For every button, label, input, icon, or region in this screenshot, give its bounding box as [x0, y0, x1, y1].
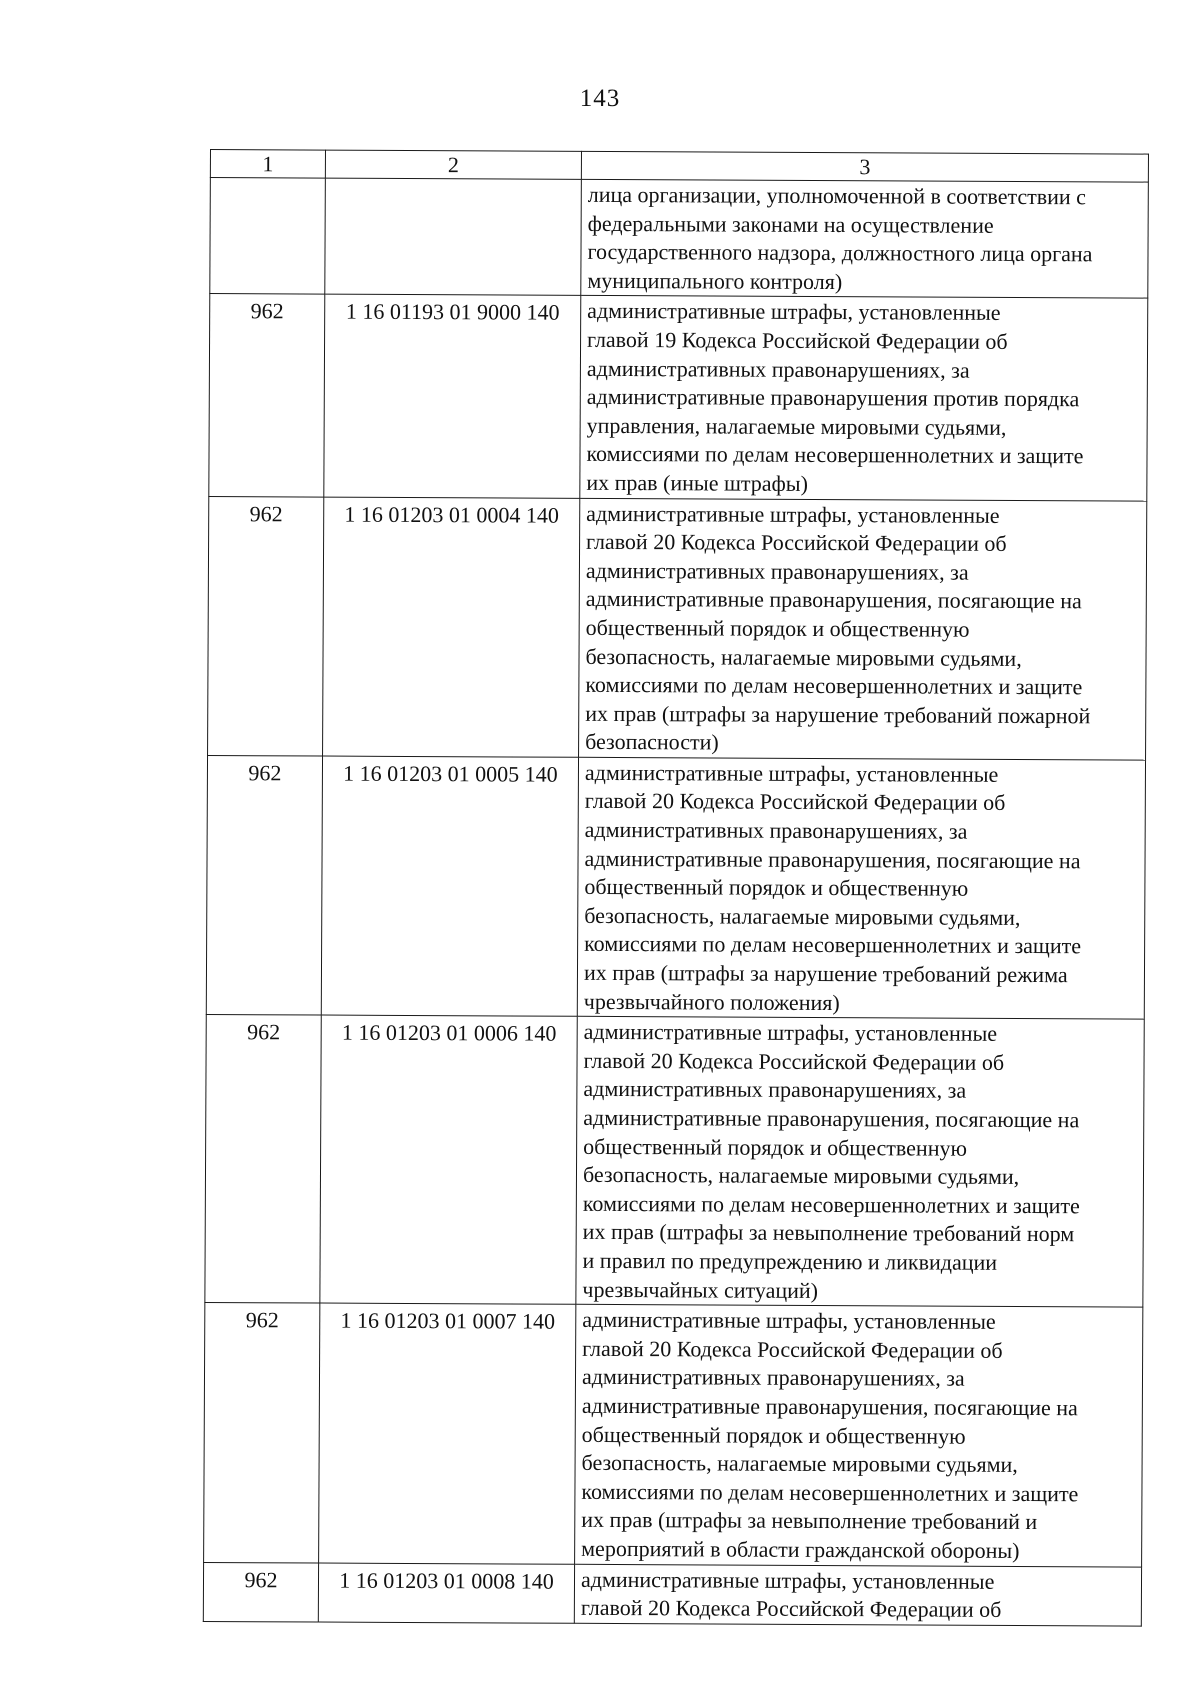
- description-line: безопасности): [585, 729, 719, 755]
- description-line: безопасность, налагаемые мировыми судьями,: [582, 1162, 1020, 1190]
- admin-code-cell: 962: [209, 294, 325, 497]
- description-cell: [574, 1564, 1141, 1626]
- admin-code-cell: 962: [205, 1015, 321, 1303]
- description-line: главой 20 Кодекса Российской Федерации об: [580, 1594, 1002, 1622]
- description-line: комиссиями по делам несовершеннолетних и защите: [582, 1190, 1080, 1219]
- budget-classification-code-cell: 1 16 01203 01 0004 140: [323, 497, 580, 758]
- description-line: административные правонарушения, посягающие на: [581, 1392, 1078, 1421]
- admin-code-cell: 962: [203, 1562, 318, 1622]
- description-line: административные правонарушения, посягающие на: [585, 586, 1082, 614]
- description-line: административные правонарушения, посягающие на: [583, 1104, 1080, 1133]
- description-line: главой 19 Кодекса Российской Федерации об: [587, 326, 1008, 354]
- budget-classification-code-cell: 1 16 01203 01 0006 140: [320, 1015, 577, 1304]
- description-line: чрезвычайных ситуаций): [582, 1276, 819, 1303]
- description-line: общественный порядок и общественную: [583, 1133, 968, 1161]
- budget-classification-code-cell: 1 16 01203 01 0005 140: [321, 756, 578, 1017]
- description-line: их прав (штрафы за невыполнение требований и: [581, 1507, 1038, 1535]
- table-header-row: [210, 150, 1148, 183]
- description-cell: [580, 296, 1148, 501]
- column-header-2: 2: [325, 150, 581, 179]
- description-line: административных правонарушениях, за: [583, 1076, 967, 1104]
- description-line: общественный порядок и общественную: [581, 1421, 966, 1449]
- description-line: безопасность, налагаемые мировыми судьями,: [584, 902, 1021, 930]
- description-line: административных правонарушениях, за: [581, 1364, 965, 1392]
- description-line: комиссиями по делам несовершеннолетних и защите: [581, 1478, 1079, 1506]
- description-line: главой 20 Кодекса Российской Федерации об: [586, 528, 1007, 557]
- description-line: административные правонарушения против порядка: [586, 384, 1080, 412]
- description-line: их прав (штрафы за невыполнение требований норм: [582, 1219, 1075, 1247]
- description-line: общественный порядок и общественную: [584, 874, 969, 901]
- description-line: административные штрафы, установленные: [586, 500, 1000, 528]
- admin-code-cell: 962: [204, 1303, 320, 1563]
- description-cell: [579, 498, 1147, 760]
- table-row: [205, 1015, 1144, 1308]
- description-cell: [575, 1304, 1143, 1566]
- table-row: [204, 1303, 1143, 1567]
- description-line: главой 20 Кодекса Российской Федерации об: [583, 1047, 1005, 1075]
- description-line: безопасность, налагаемые мировыми судьями,: [581, 1449, 1018, 1478]
- description-line: административные штрафы, установленные: [584, 759, 999, 787]
- description-line: главой 20 Кодекса Российской Федерации об: [584, 788, 1006, 816]
- page-number: 143: [579, 85, 621, 112]
- description-line: административных правонарушениях, за: [586, 355, 970, 383]
- description-line: административные штрафы, установленные: [580, 1566, 995, 1594]
- description-line: административных правонарушениях, за: [584, 816, 968, 844]
- description-line: муниципального контроля): [587, 267, 843, 294]
- table-body: [203, 178, 1148, 1626]
- table-row: [206, 755, 1145, 1019]
- budget-codes-table-wrapper: [203, 149, 1148, 1626]
- budget-classification-code-cell: 1 16 01193 01 9000 140: [324, 294, 581, 497]
- table-row: [203, 1562, 1141, 1626]
- column-header-1: 1: [210, 150, 325, 179]
- description-line: административные штрафы, установленные: [582, 1306, 996, 1335]
- description-cell: [576, 1017, 1144, 1308]
- budget-codes-table: [203, 149, 1149, 1626]
- description-line: административные штрафы, установленные: [583, 1019, 998, 1047]
- description-line: управления, налагаемые мировыми судьями,: [586, 412, 1007, 440]
- description-line: административных правонарушениях, за: [585, 557, 969, 585]
- description-line: и правил по предупреждению и ликвидации: [582, 1247, 998, 1275]
- description-line: комиссиями по делам несовершеннолетних и защите: [584, 931, 1082, 959]
- description-line: безопасность, налагаемые мировыми судьями,: [585, 643, 1022, 671]
- description-line: комиссиями по делам несовершеннолетних и защите: [585, 671, 1083, 700]
- description-line: мероприятий в области гражданской обороны): [581, 1535, 1020, 1563]
- admin-code-cell: 962: [208, 496, 324, 756]
- admin-code-cell: 962: [206, 755, 322, 1015]
- description-line: их прав (штрафы за нарушение требований режима: [583, 959, 1068, 988]
- table-row: [209, 294, 1148, 501]
- description-line: их прав (штрафы за нарушение требований пожарной: [585, 700, 1091, 728]
- description-line: лица организации, уполномоченной в соответствии с: [587, 181, 1087, 210]
- description-line: административные правонарушения, посягающие на: [584, 845, 1081, 873]
- budget-classification-code-cell: 1 16 01203 01 0008 140: [318, 1563, 574, 1623]
- table-row: [210, 178, 1149, 299]
- description-line: комиссиями по делам несовершеннолетних и защите: [586, 441, 1084, 469]
- budget-classification-code-cell: [325, 178, 582, 296]
- column-header-3: 3: [581, 151, 1148, 182]
- budget-classification-code-cell: 1 16 01203 01 0007 140: [319, 1303, 576, 1564]
- description-cell: [581, 179, 1149, 298]
- description-line: чрезвычайного положения): [583, 988, 840, 1015]
- description-line: государственного надзора, должностного лица органа: [587, 239, 1093, 267]
- description-line: главой 20 Кодекса Российской Федерации об: [582, 1335, 1003, 1363]
- description-line: административные штрафы, установленные: [587, 298, 1001, 326]
- description-line: федеральными законами на осуществление: [587, 210, 994, 238]
- description-line: общественный порядок и общественную: [585, 614, 970, 642]
- description-line: их прав (иные штрафы): [586, 469, 809, 496]
- table-row: [208, 496, 1147, 760]
- description-cell: [577, 757, 1145, 1019]
- admin-code-cell: [210, 178, 326, 295]
